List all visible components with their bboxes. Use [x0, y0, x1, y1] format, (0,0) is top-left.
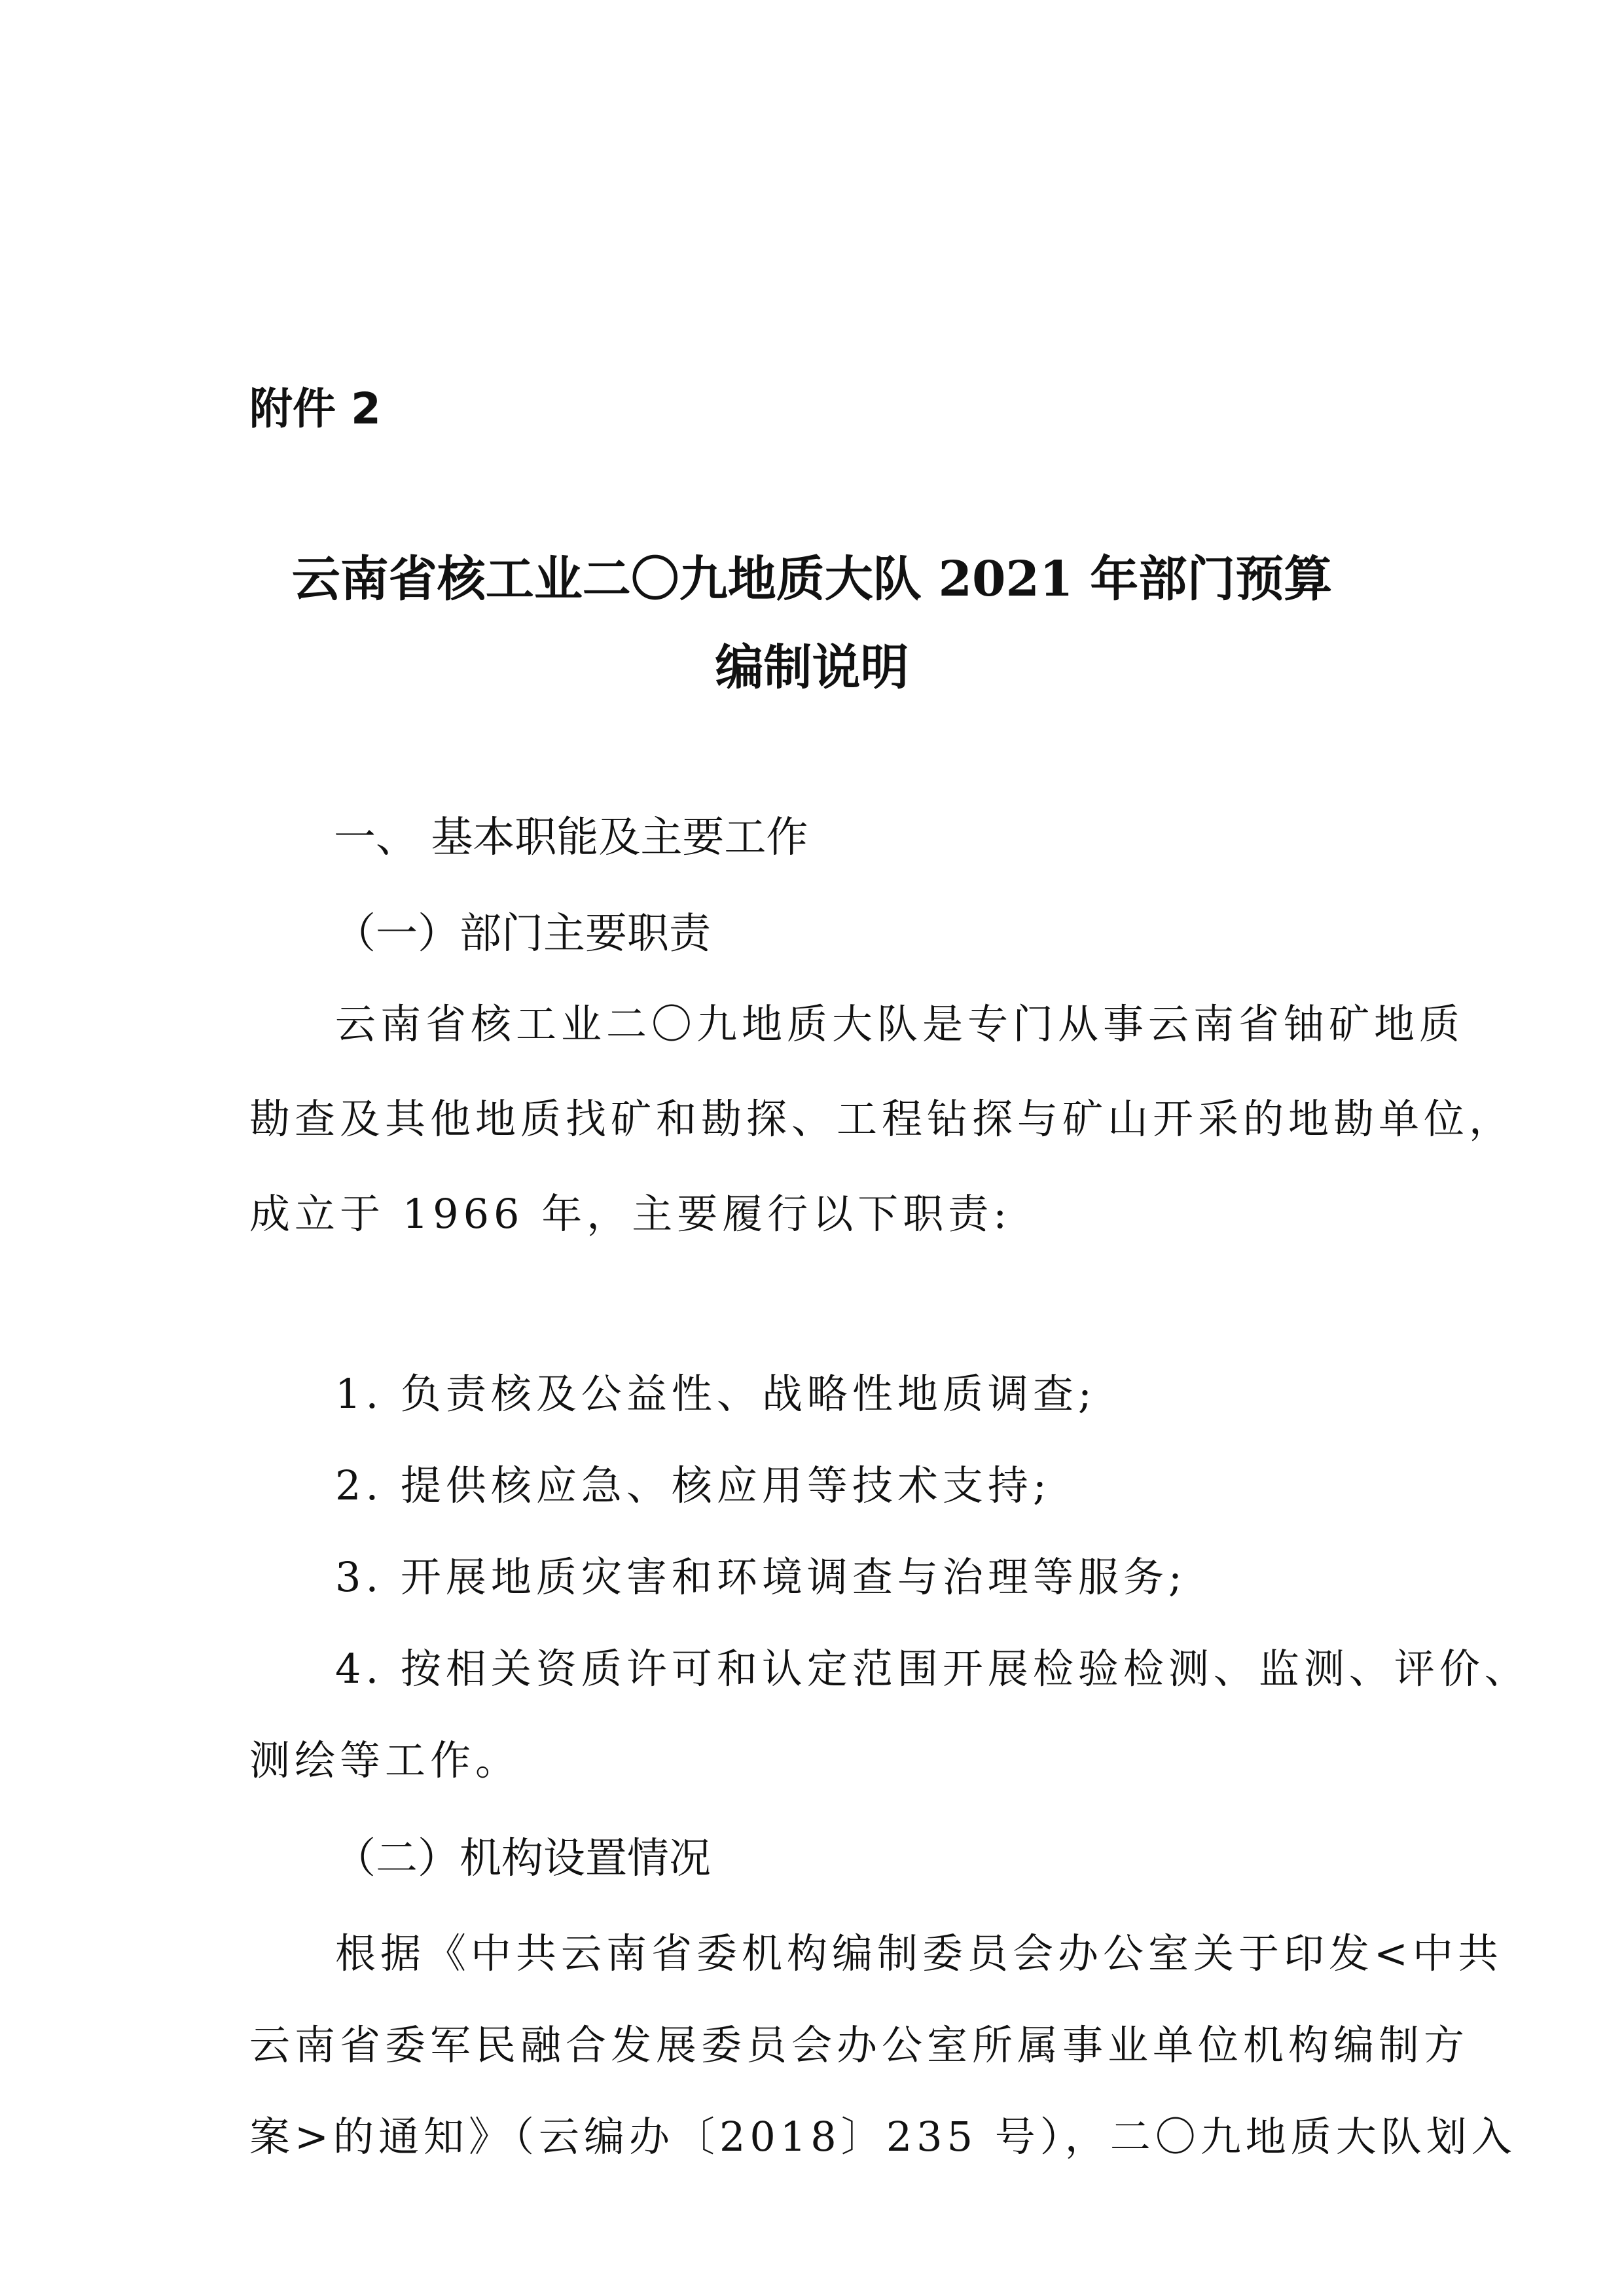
duty-item: 4. 按相关资质许可和认定范围开展检验检测、监测、评价、 — [335, 1645, 1530, 1693]
duty-item: 测绘等工作。 — [249, 1736, 521, 1784]
attachment-label: 附件 2 — [249, 384, 381, 434]
duty-item: 2. 提供核应急、核应用等技术支持; — [335, 1462, 1051, 1509]
duty-item: 3. 开展地质灾害和环境调查与治理等服务; — [335, 1553, 1187, 1601]
paragraph-line: 云南省核工业二〇九地质大队是专门从事云南省铀矿地质 — [335, 1000, 1465, 1048]
paragraph-line: 根据《中共云南省委机构编制委员会办公室关于印发<中共 — [335, 1929, 1503, 1977]
document-title-line-2: 编制说明 — [715, 639, 909, 696]
subsection-heading-main-duties: （一）部门主要职责 — [334, 910, 711, 958]
paragraph-line: 云南省委军民融合发展委员会办公室所属事业单位机构编制方 — [249, 2021, 1470, 2069]
subsection-heading-organization: （二）机构设置情况 — [334, 1835, 711, 1883]
document-title-line-1: 云南省核工业二〇九地质大队 2021 年部门预算 — [291, 551, 1333, 607]
paragraph-line: 成立于 1966 年，主要履行以下职责: — [249, 1190, 1012, 1238]
duty-item: 1. 负责核及公益性、战略性地质调查; — [335, 1370, 1096, 1418]
paragraph-line: 案>的通知》（云编办〔2018〕235 号），二〇九地质大队划入 — [249, 2113, 1517, 2161]
section-heading-basic-functions: 一、 基本职能及主要工作 — [334, 814, 808, 862]
paragraph-line: 勘查及其他地质找矿和勘探、工程钻探与矿山开采的地勘单位， — [249, 1095, 1515, 1143]
